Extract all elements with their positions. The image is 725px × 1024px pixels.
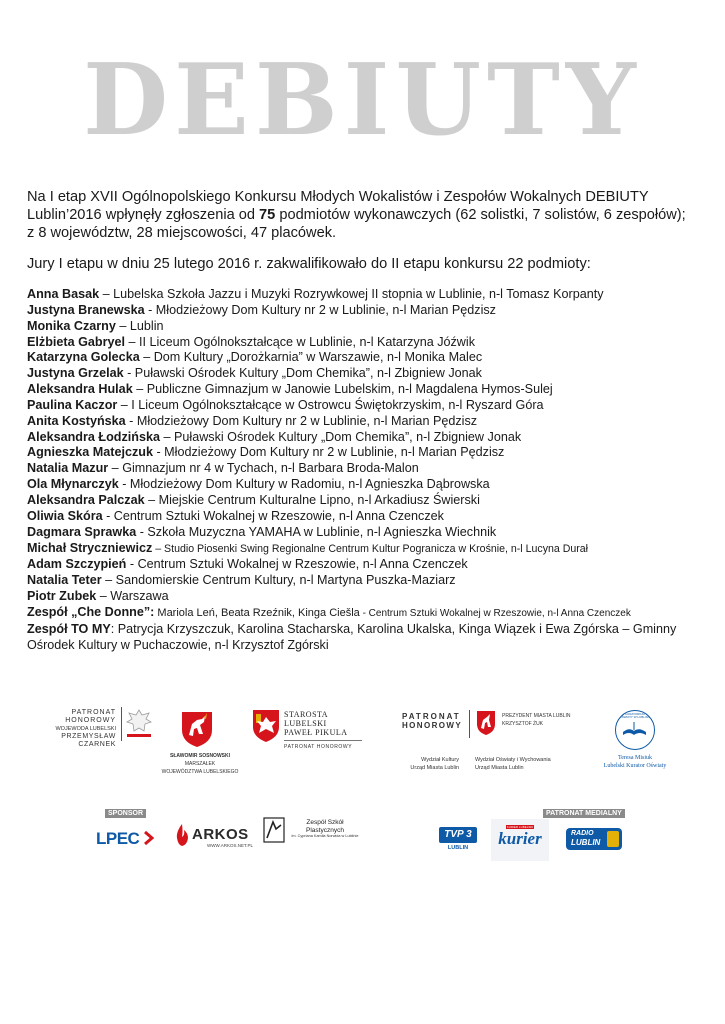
list-item <box>27 445 707 461</box>
intro-paragraph <box>27 189 697 242</box>
participant-name: Katarzyna Golecka <box>27 350 140 365</box>
logo-arkos <box>173 820 254 850</box>
intro-text-1: Na I etap XVII Ogólnopolskiego Konkursu Młodych Wokalistów i Zespołów Wokalnych DEBIUTY Lublin’2016 wpłynęły zgłoszenia od <box>27 189 649 223</box>
list-item <box>27 350 707 366</box>
kurator-name: Teresa Misiuk <box>617 755 653 761</box>
participant-affiliation: - Szkoła Muzyczna YAMAHA w Lublinie, n-l Agnieszka Wiechnik <box>136 524 497 539</box>
list-item <box>27 493 707 509</box>
list-item <box>27 319 707 335</box>
list-item <box>27 509 707 525</box>
participant-name: Ola Młynarczyk <box>27 477 119 492</box>
participant-affiliation: – Sandomierskie Centrum Kultury, n-l Martyna Puszka-Maziarz <box>101 573 456 588</box>
starosta-patronat: PATRONAT HONOROWY <box>284 744 353 750</box>
participant-affiliation: - Centrum Sztuki Wokalnej w Rzeszowie, n-l Anna Czenczek <box>126 557 468 572</box>
white-eagle-icon <box>125 707 153 741</box>
list-item <box>27 589 707 605</box>
participant-affiliation: – I Liceum Ogólnokształcące w Ostrowcu Świętokrzyskim, n-l Ryszard Góra <box>117 397 544 412</box>
participant-affiliation: – Lubelska Szkoła Jazzu i Muzyki Rozrywkowej II stopnia w Lublinie, n-l Tomasz Korpanty <box>99 287 604 301</box>
radio-line1: RADIO <box>571 830 594 837</box>
kurator-title: Lubelski Kurator Oświaty <box>603 763 667 769</box>
intro-text-2: podmiotów wykonawczych (62 solistki, 7 solistów, 6 zespołów); z 8 województw, 28 miejscowości, 47 placówek. <box>27 206 686 241</box>
wydzial-kultury: Wydział Kultury <box>421 757 459 763</box>
group-org: - Centrum Sztuki Wokalnej w Rzeszowie, n-l Anna Czenczek <box>359 607 631 619</box>
page-title: DEBIUTY <box>83 43 642 158</box>
zss-line3: im. Cypriana Kamila Norwida w Lublinie <box>291 834 359 838</box>
list-item <box>27 366 707 382</box>
zss-line1: Zespół Szkół <box>306 819 344 826</box>
sponsor-label: SPONSOR <box>105 809 146 818</box>
participant-name: Dagmara Sprawka <box>27 524 137 539</box>
arkos-url: WWW.ARKOS.NET.PL <box>207 843 254 848</box>
group-name: Zespół TO MY <box>27 621 111 636</box>
group-members: Mariola Leń, Beata Rzeźnik, Kinga Ciešla <box>154 606 360 619</box>
qualified-list <box>27 287 707 653</box>
starosta-title: STAROSTA LUBELSKI <box>284 710 328 728</box>
participant-name: Justyna Branewska <box>27 302 145 317</box>
art-school-icon <box>263 817 285 843</box>
list-item <box>27 541 707 558</box>
participant-name: Aleksandra Łodzińska <box>27 429 160 444</box>
participant-name: Adam Szczypień <box>27 557 127 572</box>
prezydent-patronat-1: PATRONAT <box>402 712 461 721</box>
participant-name: Agnieszka Matejczuk <box>27 445 153 460</box>
chevron-right-icon <box>144 831 154 845</box>
wojewoda-title: WOJEWODA LUBELSKI <box>55 726 116 732</box>
list-item <box>27 335 707 351</box>
list-item <box>27 398 707 414</box>
list-item <box>27 573 707 589</box>
participant-affiliation: - Młodzieżowy Dom Kultury nr 2 w Lublinie, n-l Marian Pędzisz <box>152 445 505 460</box>
participant-name: Justyna Grzelak <box>27 366 124 381</box>
radio-line2: LUBLIN <box>571 838 601 847</box>
participant-name: Aleksandra Palczak <box>27 492 145 507</box>
participant-name: Oliwia Skóra <box>27 508 103 523</box>
participant-name: Anna Basak <box>27 287 100 301</box>
participant-affiliation: – Warszawa <box>96 589 169 604</box>
open-book-icon <box>616 720 653 740</box>
participant-affiliation: - Młodzieżowy Dom Kultury nr 2 w Lublinie, n-l Marian Pędzisz <box>125 413 478 428</box>
participant-name: Natalia Teter <box>27 573 102 588</box>
arkos-name: ARKOS <box>192 826 249 843</box>
participant-name: Monika Czarny <box>27 318 116 333</box>
radio-accent <box>607 831 619 847</box>
kurier-top: KURIER LUBELSKI <box>506 825 534 829</box>
group-members: : Patrycja Krzyszczuk, Karolina Stacharska, Karolina Ukalska, Kinga Wiązek i Ewa Zgórska – Gminny Ośrodek Kultury w Puchaczowie, n-l Krzysztof Zgórski <box>27 621 677 652</box>
participant-affiliation: - Puławski Ośrodek Kultury „Dom Chemika”, n-l Zbigniew Jonak <box>123 366 482 381</box>
logo-wojewoda <box>28 709 158 749</box>
participant-affiliation: – Gimnazjum nr 4 w Tychach, n-l Barbara Broda-Malon <box>108 461 419 476</box>
participant-affiliation: – II Liceum Ogólnokształcące w Lublinie, n-l Katarzyna Jóźwik <box>125 334 475 349</box>
lublin-crest-icon <box>476 710 496 736</box>
participant-affiliation: – Studio Piosenki Swing Regionalne Centrum Kultur Pogranicza w Krośnie, n-l Lucyna Durał <box>152 542 589 555</box>
group-entry <box>27 605 707 622</box>
lubelskie-crest-icon <box>180 710 214 748</box>
list-item <box>27 477 707 493</box>
participant-name: Piotr Zubek <box>27 589 97 604</box>
group-entry <box>27 622 707 654</box>
radio-badge <box>566 828 622 850</box>
jury-paragraph: Jury I etapu w dniu 25 lutego 2016 r. zakwalifikowało do II etapu konkursu 22 podmioty: <box>27 256 591 272</box>
logo-zss <box>263 817 363 851</box>
list-item <box>27 525 707 541</box>
flame-icon <box>173 823 191 847</box>
wydzial-kultury-um: Urząd Miasta Lublin <box>410 765 459 771</box>
kuratorium-seal <box>615 710 655 750</box>
list-item <box>27 430 707 446</box>
participant-affiliation: – Dom Kultury „Dorożkarnia” w Warszawie, n-l Monika Malec <box>139 350 483 365</box>
logo-prezydent <box>402 710 592 774</box>
tvp3-sub: LUBLIN <box>447 845 469 851</box>
logo-marszalek <box>160 710 240 775</box>
wydzial-oswiaty: Wydział Oświaty i Wychowania <box>475 757 551 763</box>
marszalek-org: WOJEWÓDZTWA LUBELSKIEGO <box>161 769 239 775</box>
participant-affiliation: – Lublin <box>115 318 164 333</box>
participant-affiliation: - Młodzieżowy Dom Kultury nr 2 w Lublinie, n-l Marian Pędzisz <box>144 302 496 317</box>
participant-affiliation: - Młodzieżowy Dom Kultury w Radomiu, n-l Agnieszka Dąbrowska <box>118 477 490 492</box>
participant-name: Aleksandra Hulak <box>27 382 133 397</box>
list-item <box>27 287 707 303</box>
submission-count: 75 <box>259 206 276 223</box>
group-name: Zespół „Che Donne”: <box>27 604 155 619</box>
tvp3-badge: TVP 3 <box>439 827 477 843</box>
participant-name: Natalia Mazur <box>27 461 109 476</box>
logo-kurator <box>596 710 676 774</box>
list-item <box>27 382 707 398</box>
participant-affiliation: – Miejskie Centrum Kulturalne Lipno, n-l Arkadiusz Świerski <box>144 492 480 507</box>
participant-affiliation: – Publiczne Gimnazjum w Janowie Lubelskim, n-l Magdalena Hymos-Sulej <box>132 382 553 397</box>
prezydent-title: PREZYDENT MIASTA LUBLIN <box>502 713 571 719</box>
logo-kurier <box>491 819 549 861</box>
logo-radio-lublin <box>566 828 626 852</box>
list-item <box>27 461 707 477</box>
wojewoda-name: PRZEMYSŁAW CZARNEK <box>61 733 116 748</box>
participant-name: Elżbieta Gabryel <box>27 334 125 349</box>
kurier-name: kurier <box>498 829 542 848</box>
wydzial-oswiaty-um: Urząd Miasta Lublin <box>475 765 524 771</box>
marszalek-title: MARSZAŁEK <box>184 761 216 767</box>
participant-name: Anita Kostyńska <box>27 413 126 428</box>
list-item <box>27 414 707 430</box>
list-item <box>27 303 707 319</box>
marszalek-name: SŁAWOMIR SOSNOWSKI <box>170 753 230 759</box>
media-patron-label: PATRONAT MEDIALNY <box>543 809 625 818</box>
zss-line2: Plastycznych <box>306 826 344 834</box>
list-item <box>27 557 707 573</box>
starosta-name: PAWEŁ PIKULA <box>284 728 348 737</box>
logo-starosta <box>252 709 372 751</box>
participant-affiliation: – Puławski Ośrodek Kultury „Dom Chemika”, n-l Zbigniew Jonak <box>159 429 522 444</box>
prezydent-patronat-2: HONOROWY <box>402 721 463 730</box>
prezydent-name: KRZYSZTOF ŻUK <box>502 721 544 727</box>
participant-name: Paulina Kaczor <box>27 397 118 412</box>
powiat-crest-icon <box>252 709 280 743</box>
participant-name: Michał Stryczniewicz <box>27 540 153 555</box>
logo-tvp3 <box>439 827 479 853</box>
participant-affiliation: - Centrum Sztuki Wokalnej w Rzeszowie, n-l Anna Czenczek <box>102 508 444 523</box>
wojewoda-label: PATRONAT HONOROWY <box>65 709 116 724</box>
lpec-text: LPEC <box>96 829 140 848</box>
logo-lpec <box>96 829 156 851</box>
kuratorium-ring-text: KURATORIUM OŚWIATY W LUBLINIE <box>619 712 651 720</box>
